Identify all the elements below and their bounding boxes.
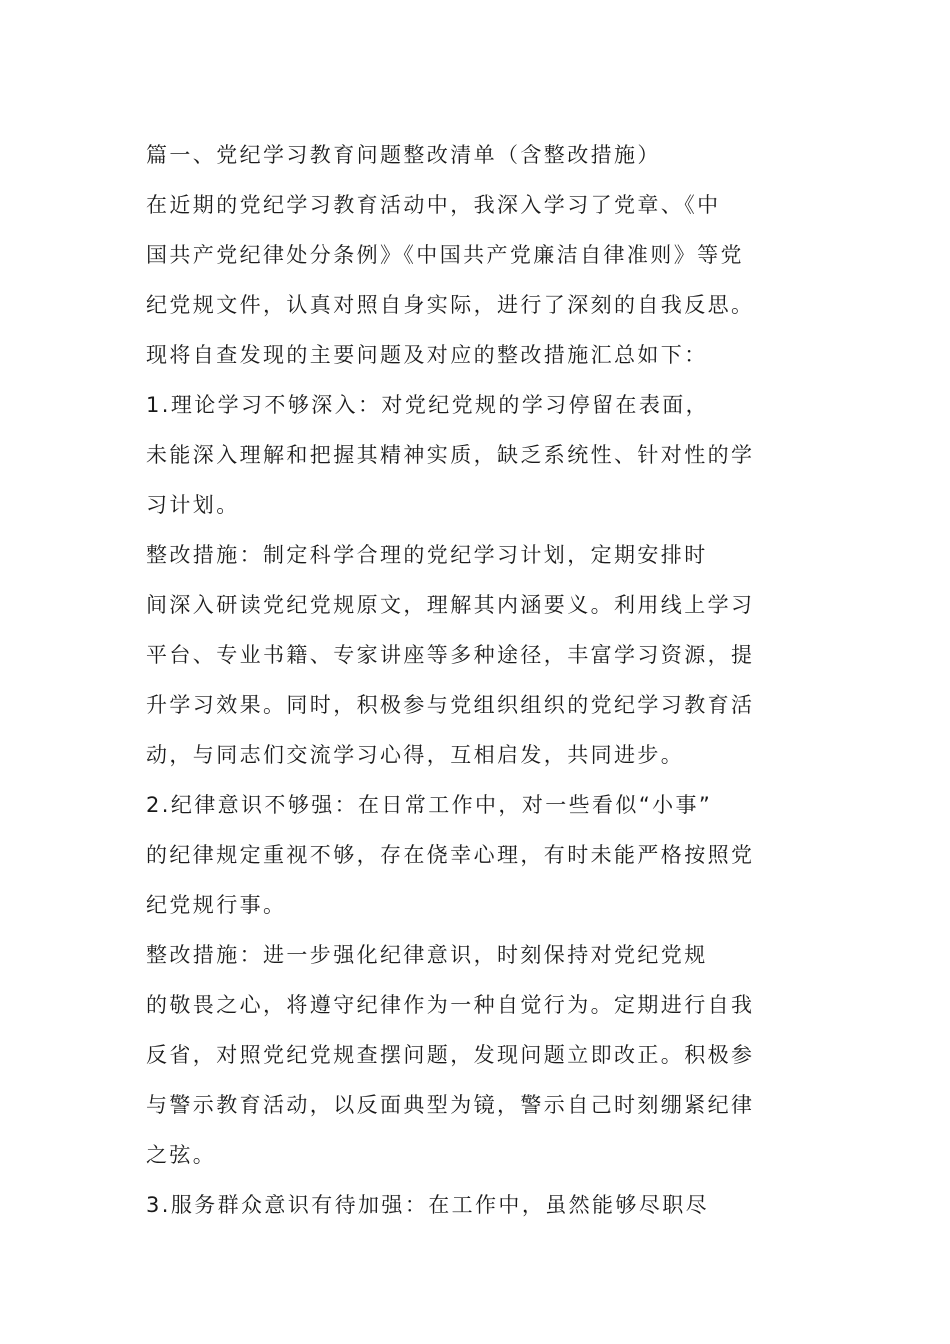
text-line: 与警示教育活动，以反面典型为镜，警示自己时刻绷紧纪律 bbox=[146, 1093, 755, 1117]
text-line: 平台、专业书籍、专家讲座等多种途径，丰富学习资源，提 bbox=[146, 643, 755, 667]
text-line: 反省，对照党纪党规查摆问题，发现问题立即改正。积极参 bbox=[146, 1043, 755, 1067]
text-line: 的纪律规定重视不够，存在侥幸心理，有时未能严格按照党 bbox=[146, 843, 755, 867]
text-line: 动，与同志们交流学习心得，互相启发，共同进步。 bbox=[146, 743, 685, 767]
text-line: 的敬畏之心，将遵守纪律作为一种自觉行为。定期进行自我 bbox=[146, 993, 755, 1017]
text-line: 升学习效果。同时，积极参与党组织组织的党纪学习教育活 bbox=[146, 693, 755, 717]
issue-3-heading: 3.服务群众意识有待加强：在工作中，虽然能够尽职尽 bbox=[146, 1193, 710, 1217]
issue-2-heading: 2.纪律意识不够强：在日常工作中，对一些看似“小事” bbox=[146, 793, 713, 817]
text-line: 未能深入理解和把握其精神实质，缺乏系统性、针对性的学 bbox=[146, 443, 755, 467]
text-line: 在近期的党纪学习教育活动中，我深入学习了党章、《中 bbox=[146, 193, 721, 217]
text-line: 间深入研读党纪党规原文，理解其内涵要义。利用线上学习 bbox=[146, 593, 755, 617]
measure-2-heading: 整改措施：进一步强化纪律意识，时刻保持对党纪党规 bbox=[146, 943, 708, 967]
issue-1-heading: 1.理论学习不够深入：对党纪党规的学习停留在表面， bbox=[146, 393, 710, 417]
text-line: 纪党规文件，认真对照自身实际，进行了深刻的自我反思。 bbox=[146, 293, 755, 317]
document-body bbox=[146, 130, 755, 1230]
text-line: 习计划。 bbox=[146, 493, 240, 517]
text-line: 纪党规行事。 bbox=[146, 893, 287, 917]
text-line: 之弦。 bbox=[146, 1143, 217, 1167]
text-line: 国共产党纪律处分条例》《中国共产党廉洁自律准则》等党 bbox=[146, 243, 744, 267]
document-title: 篇一、党纪学习教育问题整改清单（含整改措施） bbox=[146, 143, 661, 167]
measure-1-heading: 整改措施：制定科学合理的党纪学习计划，定期安排时 bbox=[146, 543, 708, 567]
text-line: 现将自查发现的主要问题及对应的整改措施汇总如下： bbox=[146, 343, 708, 367]
